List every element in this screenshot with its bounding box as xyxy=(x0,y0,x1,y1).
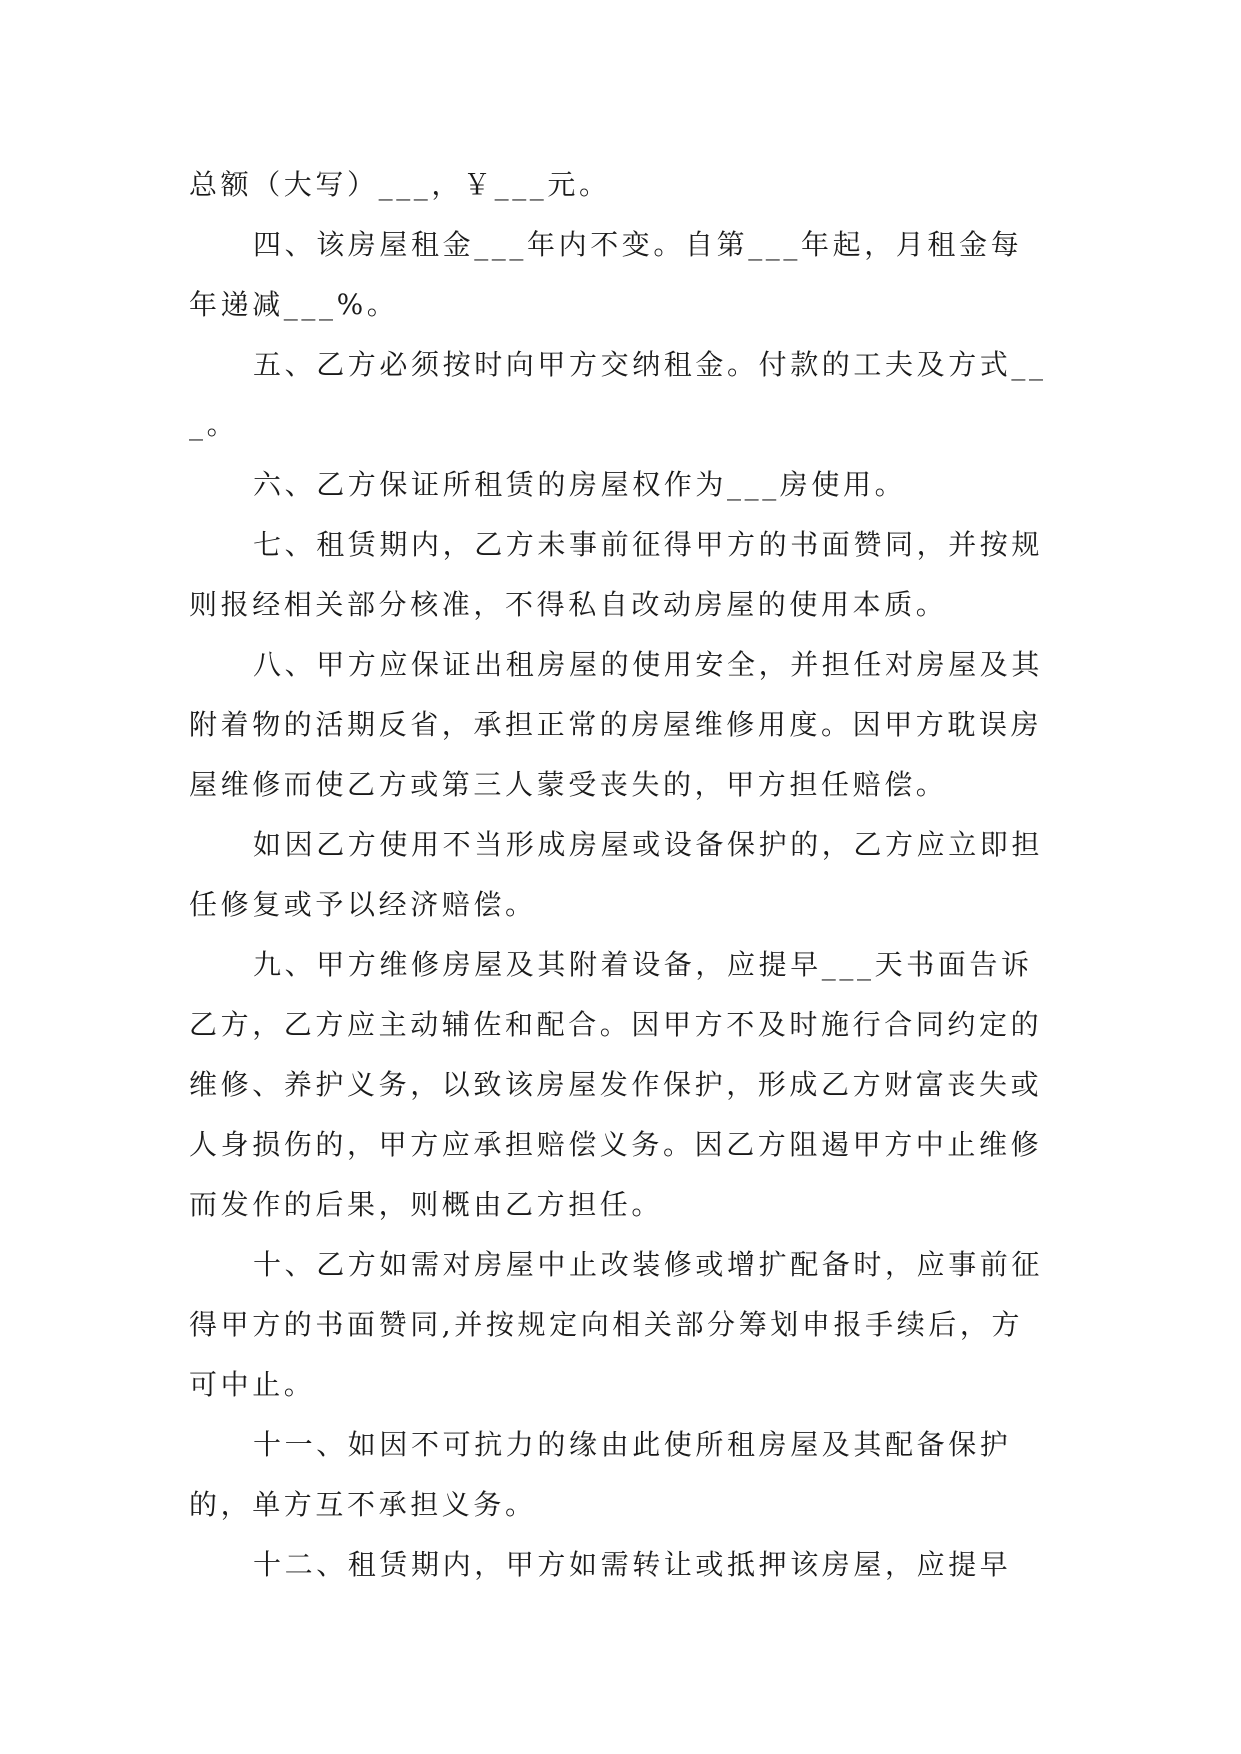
paragraph-clause-10-renovation: 十、乙方如需对房屋中止改装修或增扩配备时，应事前征得甲方的书面赞同,并按规定向相关部分筹划申报手续后，方可中止。 xyxy=(189,1248,1044,1401)
paragraph-clause-7-alteration: 七、租赁期内，乙方未事前征得甲方的书面赞同，并按规则报经相关部分核准，不得私自改动房屋的使用本质。 xyxy=(189,528,1044,621)
paragraph-clause-9-repair-notice: 九、甲方维修房屋及其附着设备，应提早___天书面告诉乙方，乙方应主动辅佐和配合。因甲方不及时施行合同约定的维修、养护义务，以致该房屋发作保护，形成乙方财富丧失或人身损伤的，甲方应承担赔偿义务。因乙方阻遏甲方中止维修而发作的后果，则概由乙方担任。 xyxy=(189,948,1043,1221)
contract-body xyxy=(189,155,1051,1595)
paragraph-clause-4-rent: 四、该房屋租金___年内不变。自第___年起，月租金每年递减___%。 xyxy=(189,228,1023,321)
paragraph-clause-8-tenant-damage: 如因乙方使用不当形成房屋或设备保护的，乙方应立即担任修复或予以经济赔偿。 xyxy=(189,828,1044,921)
paragraph-clause-5-payment: 五、乙方必须按时向甲方交纳租金。付款的工夫及方式___。 xyxy=(189,348,1047,441)
paragraph-total-amount: 总额（大写）___，￥___元。 xyxy=(189,168,611,201)
paragraph-clause-8-maintenance: 八、甲方应保证出租房屋的使用安全，并担任对房屋及其附着物的活期反省，承担正常的房屋维修用度。因甲方耽误房屋维修而使乙方或第三人蒙受丧失的，甲方担任赔偿。 xyxy=(189,648,1044,801)
paragraph-clause-6-usage: 六、乙方保证所租赁的房屋权作为___房使用。 xyxy=(253,468,907,501)
paragraph-clause-12-transfer: 十二、租赁期内，甲方如需转让或抵押该房屋，应提早 xyxy=(253,1548,1012,1581)
paragraph-clause-11-force-majeure: 十一、如因不可抗力的缘由此使所租房屋及其配备保护的，单方互不承担义务。 xyxy=(189,1428,1012,1521)
